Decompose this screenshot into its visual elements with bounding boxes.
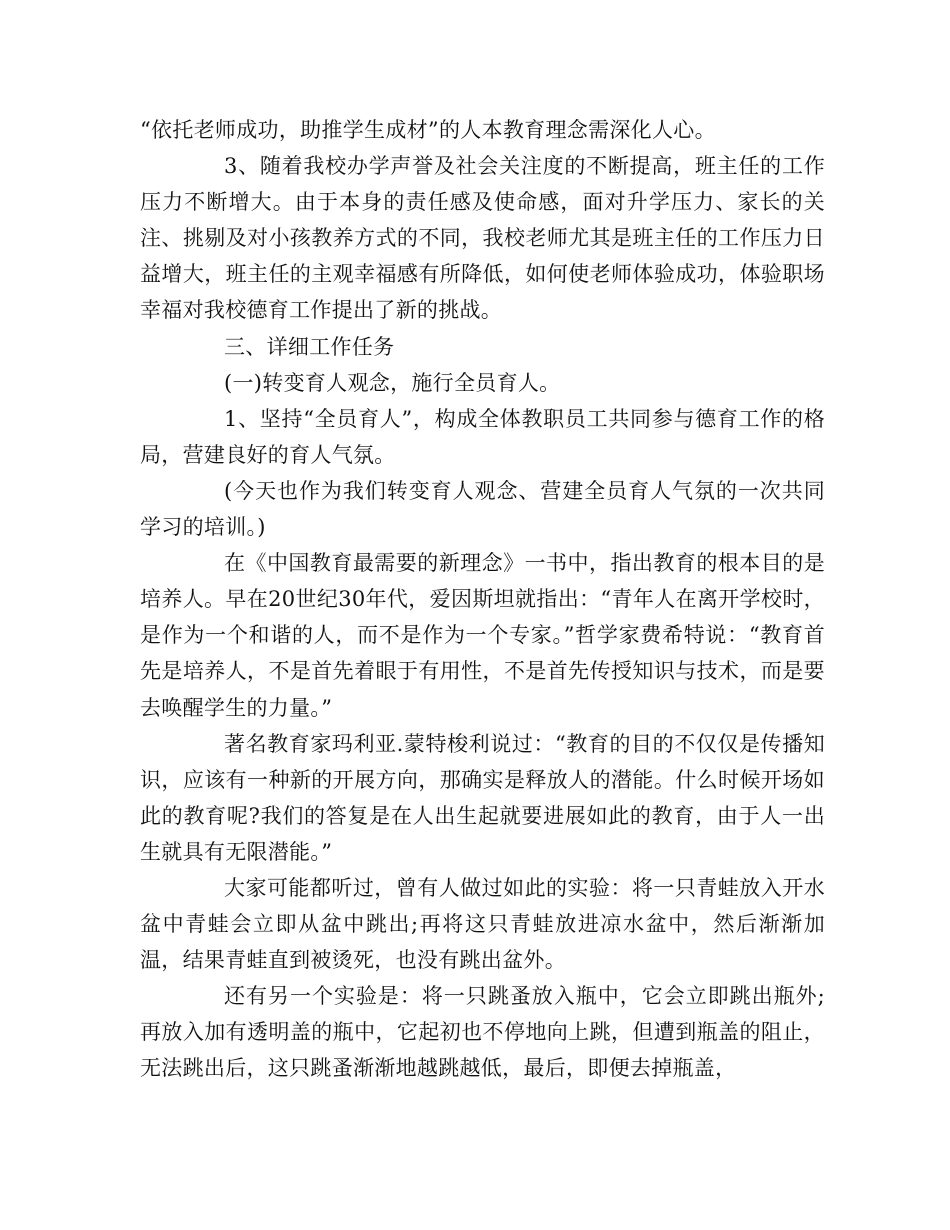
paragraph-7: 在《中国教育最需要的新理念》一书中，指出教育的根本目的是培养人。早在20世纪30年代，爱因斯坦就指出：“青年人在离开学校时，是作为一个和谐的人，而不是作为一个专家。”哲学家费希特说：“教育首先是培养人，不是首先着眼于有用性，不是首先传授知识与技术，而是要去唤醒学生的力量。” — [140, 551, 825, 720]
document-page — [140, 112, 825, 1087]
section-heading: 三、详细工作任务 — [224, 334, 395, 359]
paragraph-1: “依托老师成功，助推学生成材”的人本教育理念需深化人心。 — [140, 118, 716, 142]
subsection-heading: (一)转变育人观念，施行全员育人。 — [224, 370, 561, 395]
paragraph-5: 1、坚持“全员育人”，构成全体教职员工共同参与德育工作的格局，营建良好的育人气氛。 — [140, 406, 825, 467]
paragraph-2: 3、随着我校办学声誉及社会关注度的不断提高，班主任的工作压力不断增大。由于本身的责任感及使命感，面对升学压力、家长的关注、挑剔及对小孩教养方式的不同，我校老师尤其是班主任的工作压力日益增大，班主任的主观幸福感有所降低，如何使老师体验成功，体验职场幸福对我校德育工作提出了新的挑战。 — [140, 154, 825, 323]
paragraph-6: (今天也作为我们转变育人观念、营建全员育人气氛的一次共同学习的培训。) — [140, 478, 825, 540]
paragraph-8: 著名教育家玛利亚.蒙特梭利说过：“教育的目的不仅仅是传播知识，应该有一种新的开展方向，那确实是释放人的潜能。什么时候开场如此的教育呢?我们的答复是在人出生起就要进展如此的教育，由于人一出生就具有无限潜能。” — [140, 731, 825, 864]
paragraph-9: 大家可能都听过，曾有人做过如此的实验：将一只青蛙放入开水盆中青蛙会立即从盆中跳出;再将这只青蛙放进凉水盆中，然后渐渐加温，结果青蛙直到被烫死，也没有跳出盆外。 — [140, 875, 825, 973]
paragraph-10: 还有另一个实验是：将一只跳蚤放入瓶中，它会立即跳出瓶外;再放入加有透明盖的瓶中，它起初也不停地向上跳，但遭到瓶盖的阻止，无法跳出后，这只跳蚤渐渐地越跳越低，最后，即便去掉瓶盖， — [140, 984, 825, 1081]
